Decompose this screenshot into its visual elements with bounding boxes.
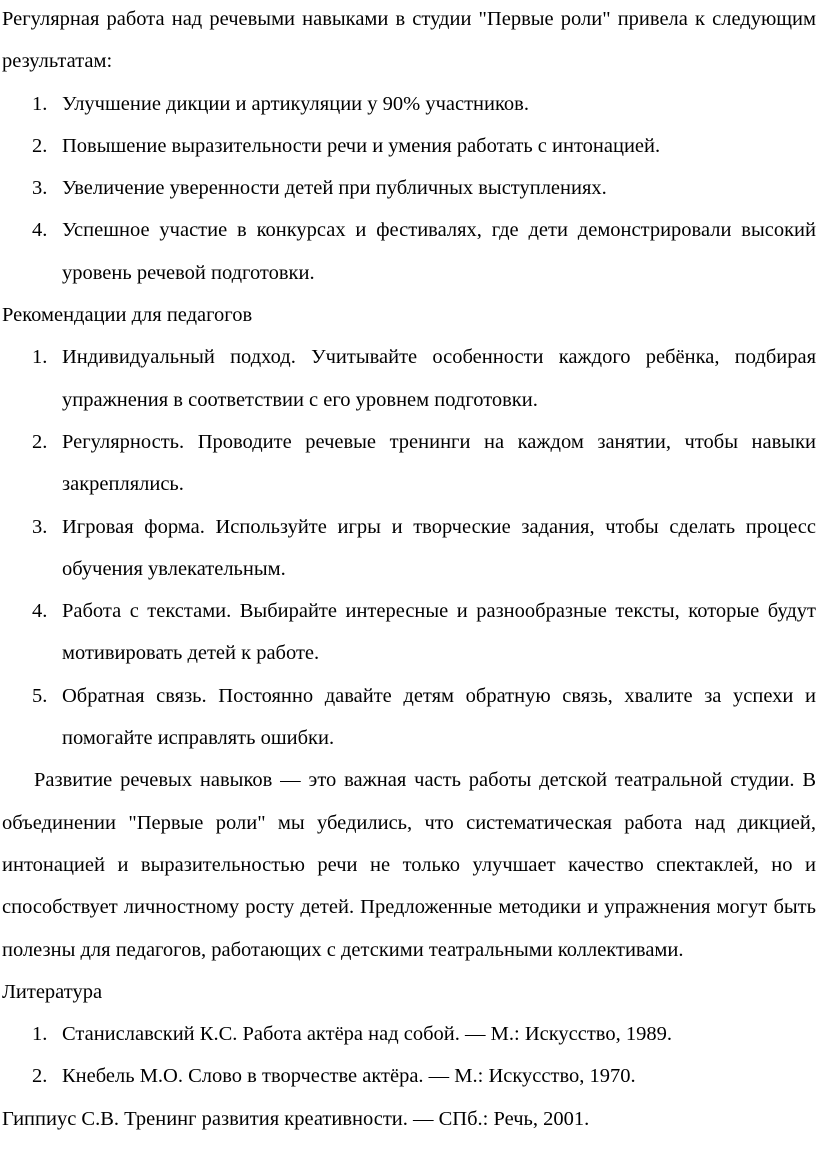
list-number: 2. [32, 1065, 48, 1088]
list-item-text: Индивидуальный подход. Учитывайте особенности каждого ребёнка, подбирая упражнения в соответствии с его уровнем подготовки. [62, 346, 816, 411]
document-page [2, 0, 816, 1140]
list-item [2, 506, 816, 591]
list-number: 2. [32, 430, 48, 453]
results-list [2, 83, 816, 294]
intro-paragraph: Регулярная работа над речевыми навыками в студии "Первые роли" привела к следующим результатам: [2, 8, 816, 73]
list-item-text: Регулярность. Проводите речевые тренинги на каждом занятии, чтобы навыки закреплялись. [62, 430, 816, 496]
list-number: 5. [32, 684, 48, 707]
list-item [2, 125, 816, 167]
list-number: 3. [32, 515, 48, 538]
list-number: 2. [32, 134, 48, 157]
list-item [2, 590, 816, 675]
list-number: 1. [32, 92, 48, 115]
list-item [2, 1013, 816, 1055]
list-number: 1. [32, 1023, 48, 1046]
list-number: 3. [32, 177, 48, 200]
list-item [2, 1055, 816, 1097]
conclusion-paragraph: Развитие речевых навыков — это важная часть работы детской театральной студии. В объединении "Первые роли" мы убедились, что систематическая работа над дикцией, интонацией и выразительностью речи не только улучшает качество спектаклей, но и способствует личностному росту детей. Предложенные методики и упражнения могут быть полезны для педагогов, работающих с детскими театральными коллективами. [2, 769, 816, 961]
list-number: 4. [32, 219, 48, 242]
list-item-text: Кнебель М.О. Слово в творчестве актёра. — М.: Искусство, 1970. [62, 1065, 636, 1088]
list-number: 4. [32, 600, 48, 623]
list-item [2, 421, 816, 506]
list-item-text: Успешное участие в конкурсах и фестивалях, где дети демонстрировали высокий уровень речевой подготовки. [62, 219, 816, 284]
list-item-text: Работа с текстами. Выбирайте интересные и разнообразные тексты, которые будут мотивировать детей к работе. [62, 600, 816, 665]
list-item-text: Увеличение уверенности детей при публичных выступлениях. [62, 177, 607, 200]
list-item [2, 675, 816, 760]
list-item [2, 209, 816, 294]
list-item-text: Игровая форма. Используйте игры и творческие задания, чтобы сделать процесс обучения увлекательным. [62, 515, 816, 580]
list-item-text: Обратная связь. Постоянно давайте детям обратную связь, хвалите за успехи и помогайте исправлять ошибки. [62, 684, 816, 750]
list-item-text: Станиславский К.С. Работа актёра над собой. — М.: Искусство, 1989. [62, 1023, 672, 1046]
recommendations-list [2, 336, 816, 759]
list-item [2, 167, 816, 209]
list-number: 1. [32, 346, 48, 369]
last-reference: Гиппиус С.В. Тренинг развития креативности. — СПб.: Речь, 2001. [2, 1107, 590, 1130]
list-item-text: Повышение выразительности речи и умения работать с интонацией. [62, 134, 661, 157]
recommendations-heading: Рекомендации для педагогов [2, 304, 253, 327]
list-item [2, 83, 816, 125]
literature-heading: Литература [2, 980, 103, 1003]
list-item-text: Улучшение дикции и артикуляции у 90% участников. [62, 92, 529, 115]
literature-list [2, 1013, 816, 1098]
list-item [2, 336, 816, 421]
